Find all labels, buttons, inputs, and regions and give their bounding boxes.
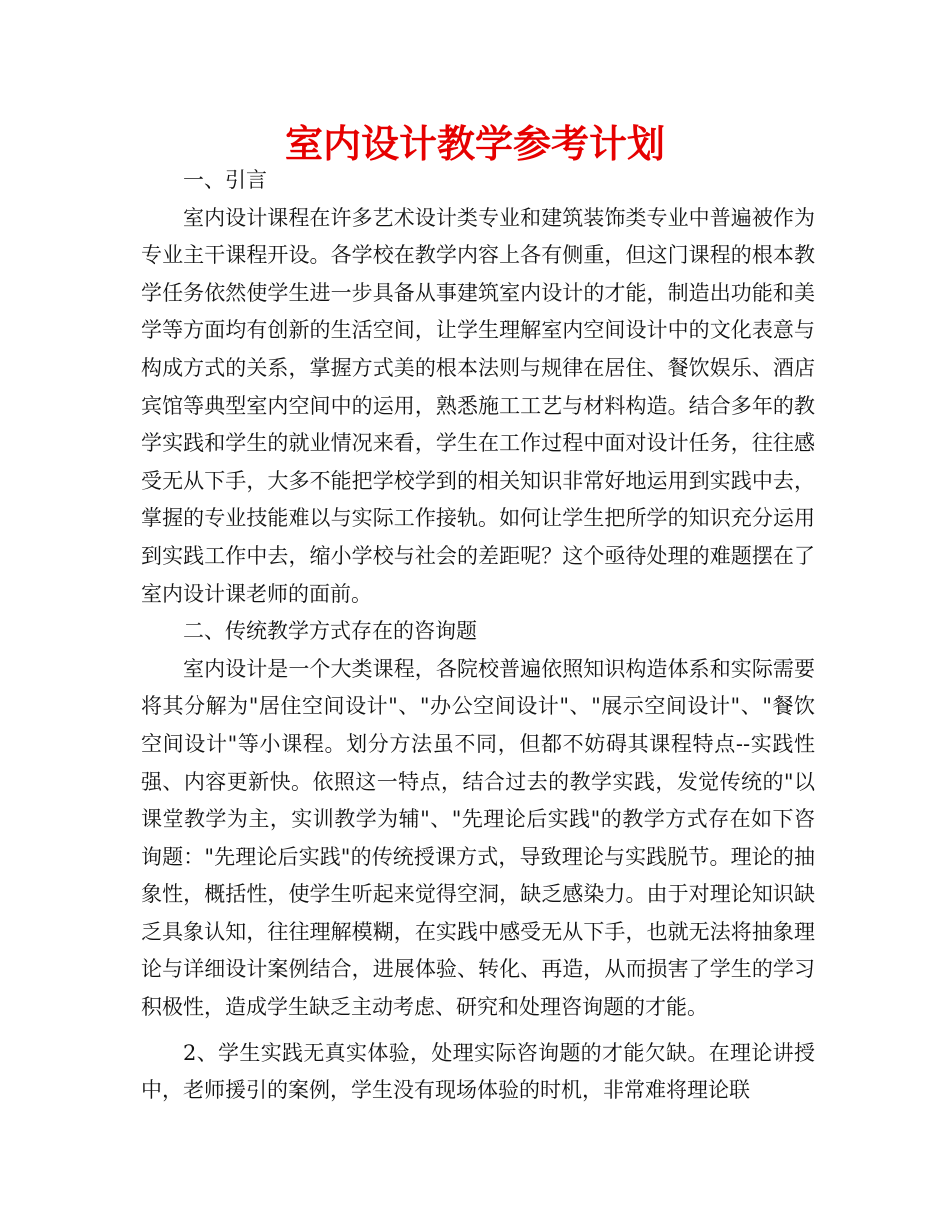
paragraph-point-2: 2、学生实践无真实体验，处理实际咨询题的才能欠缺。在理论讲授中，老师援引的案例，学生没有现场体验的时机，非常难将理论联 [141, 1040, 815, 1103]
paragraph-traditional-teaching: 室内设计是一个大类课程，各院校普遍依照知识构造体系和实际需要将其分解为"居住空间设计"、"办公空间设计"、"展示空间设计"、"餐饮空间设计"等小课程。划分方法虽不同，但都不妨碍其课程特点--实践性强、内容更新快。依照这一特点，结合过去的教学实践，发觉传统的"以课堂教学为主，实训教学为辅"、"先理论后实践"的教学方式存在如下咨询题："先理论后实践"的传统授课方式，导致理论与实践脱节。理论的抽象性，概括性，使学生听起来觉得空洞，缺乏感染力。由于对理论知识缺乏具象认知，往往理解模糊，在实践中感受无从下手，也就无法将抽象理论与详细设计案例结合，进展体验、转化、再造，从而损害了学生的学习积极性，造成学生缺乏主动考虑、研究和处理咨询题的才能。 [141, 656, 815, 1020]
document-body [141, 162, 815, 1110]
document-title: 室内设计教学参考计划 [284, 122, 665, 166]
paragraph-introduction: 室内设计课程在许多艺术设计类专业和建筑装饰类专业中普遍被作为专业主干课程开设。各学校在教学内容上各有侧重，但这门课程的根本教学任务依然使学生进一步具备从事建筑室内设计的才能，制造出功能和美学等方面均有创新的生活空间，让学生理解室内空间设计中的文化表意与构成方式的关系，掌握方式美的根本法则与规律在居住、餐饮娱乐、酒店宾馆等典型室内空间中的运用，熟悉施工工艺与材料构造。结合多年的教学实践和学生的就业情况来看，学生在工作过程中面对设计任务，往往感受无从下手，大多不能把学校学到的相关知识非常好地运用到实践中去，掌握的专业技能难以与实际工作接轨。如何让学生把所学的知识充分运用到实践工作中去，缩小学校与社会的差距呢？这个亟待处理的难题摆在了室内设计课老师的面前。 [141, 205, 815, 606]
section-heading-traditional-teaching: 二、传统教学方式存在的咨询题 [183, 619, 477, 644]
section-heading-introduction: 一、引言 [183, 168, 267, 192]
